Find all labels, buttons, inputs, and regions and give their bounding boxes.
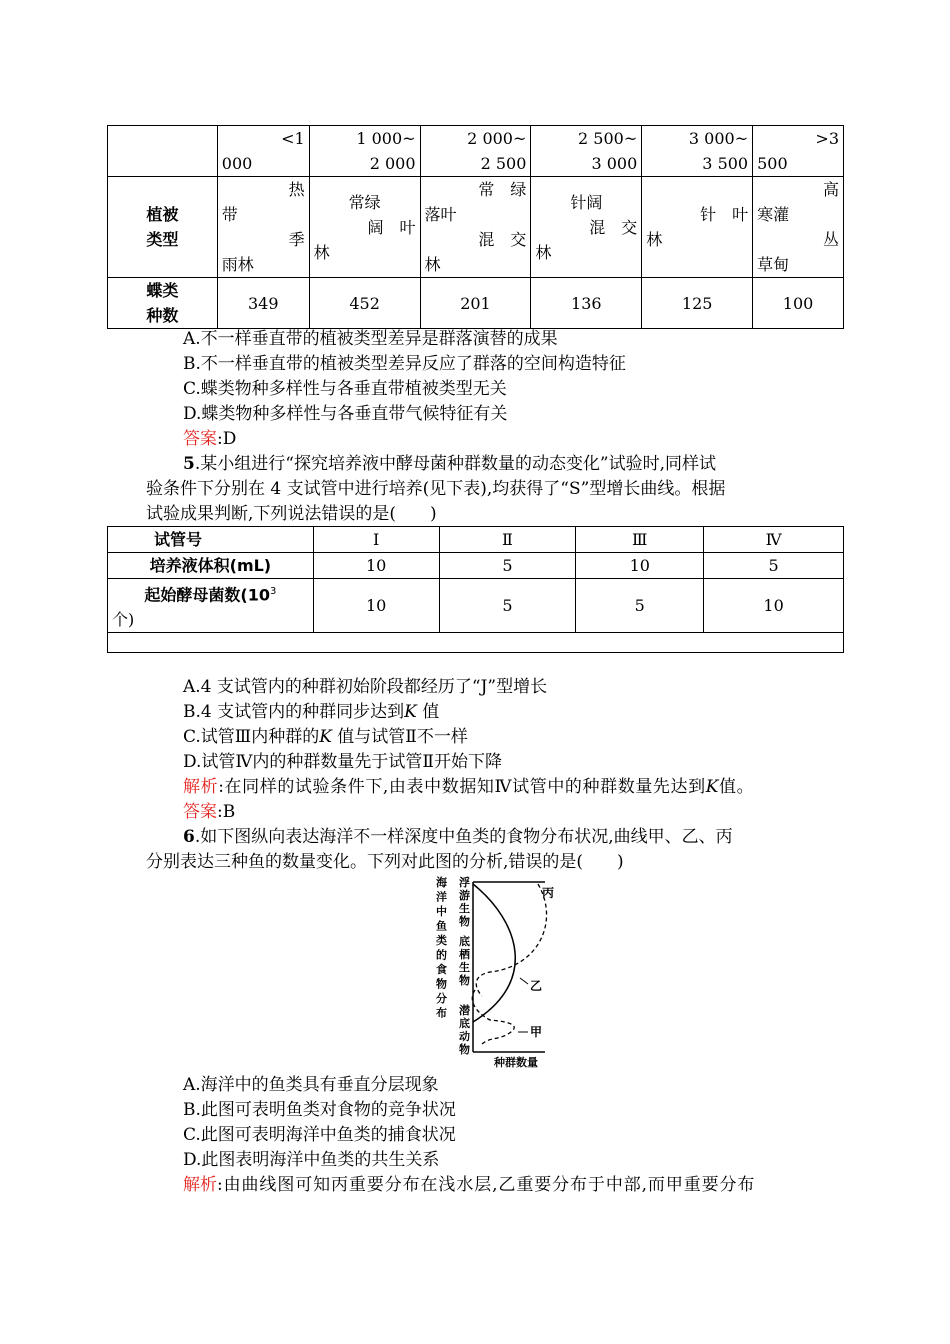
q4-option-b: B.不一样垂直带的植被类型差异反应了群落的空间构造特征 [183, 354, 626, 374]
volume-row [108, 553, 844, 579]
header-tube-3: Ⅲ [576, 527, 704, 553]
altitude-cell: 2 500~ 3 000 [531, 126, 642, 177]
species-cell: 201 [420, 278, 531, 329]
curve-yi [473, 884, 515, 1022]
vegetation-row [108, 177, 844, 278]
q5-analysis: 解析:在同样的试验条件下,由表中数据知Ⅳ试管中的种群数量先达到K值。 [183, 777, 755, 797]
altitude-row [108, 126, 844, 177]
vegetation-header: 植被 类型 [108, 177, 218, 278]
volume-cell: 5 [704, 553, 844, 579]
zone-label-benthic: 底栖生物 [459, 935, 470, 987]
q4-option-d: D.蝶类物种多样性与各垂直带气候特征有关 [183, 404, 508, 424]
altitude-cell: 1 000~ 2 000 [309, 126, 420, 177]
fish-distribution-figure [420, 872, 570, 1072]
species-row [108, 278, 844, 329]
vegetation-cell: 热 带 季 雨林 [217, 177, 309, 278]
yeast-table [107, 526, 844, 653]
label-yi: 乙 [530, 979, 543, 993]
header-tube-4: Ⅳ [704, 527, 844, 553]
species-cell: 349 [217, 278, 309, 329]
altitude-cell: 3 000~ 3 500 [642, 126, 753, 177]
initial-count-cell: 5 [439, 579, 576, 633]
q4-answer: 答案:D [183, 429, 237, 449]
q5-stem-line3: 试验成果判断,下列说法错误的是( ) [146, 504, 437, 524]
species-cell: 125 [642, 278, 753, 329]
q6-option-c: C.此图可表明海洋中鱼类的捕食状况 [183, 1125, 456, 1145]
zone-label-burrowing: 潜底动物 [459, 1004, 470, 1056]
species-header: 蝶类 种数 [108, 278, 218, 329]
q6-stem-line1: 6.如下图纵向表达海洋不一样深度中鱼类的食物分布状况,曲线甲、乙、丙 [183, 827, 733, 847]
q6-option-a: A.海洋中的鱼类具有垂直分层现象 [183, 1075, 439, 1095]
q5-option-d: D.试管Ⅳ内的种群数量先于试管Ⅱ开始下降 [183, 752, 502, 772]
species-cell: 452 [309, 278, 420, 329]
q4-option-a: A.不一样垂直带的植被类型差异是群落演替的成果 [183, 329, 558, 349]
empty-row [108, 633, 844, 653]
altitude-cell: <1 000 [217, 126, 309, 177]
answer-label: 答案 [183, 429, 217, 449]
altitude-cell: 2 000~ 2 500 [420, 126, 531, 177]
species-cell: 136 [531, 278, 642, 329]
volume-label: 培养液体积(mL) [108, 553, 314, 579]
q6-option-d: D.此图表明海洋中鱼类的共生关系 [183, 1150, 440, 1170]
initial-count-label: 起始酵母菌数($10^3$ 个) [108, 579, 314, 633]
q5-answer: 答案:B [183, 802, 236, 822]
vegetation-cell: 针 叶 林 [642, 177, 753, 278]
zone-label-plankton: 浮游生物 [459, 876, 470, 928]
vegetation-cell: 常绿 阔 叶 林 [309, 177, 420, 278]
volume-cell: 5 [439, 553, 576, 579]
q5-stem-line1: 5.某小组进行“探究培养液中酵母菌种群数量的动态变化”试验时,同样试 [183, 454, 717, 474]
q5-option-b: B.4 支试管内的种群同步达到K 值 [183, 702, 440, 722]
vegetation-table [107, 125, 844, 329]
species-cell: 100 [753, 278, 844, 329]
y-axis-title: 海洋中鱼类的食物分布 [436, 876, 447, 1020]
header-tube-2: Ⅱ [439, 527, 576, 553]
vegetation-cell: 常 绿 落叶 混 交 林 [420, 177, 531, 278]
initial-count-row [108, 579, 844, 633]
corner-cell [108, 126, 218, 177]
empty-cell [108, 633, 844, 653]
label-bing: 丙 [542, 886, 555, 900]
q5-option-c: C.试管Ⅲ内种群的K 值与试管Ⅱ不一样 [183, 727, 468, 747]
q6-stem-line2: 分别表达三种鱼的数量变化。下列对此图的分析,错误的是( ) [146, 852, 624, 872]
header-tube-no: 试管号 [108, 527, 314, 553]
q6-analysis: 解析:由曲线图可知丙重要分布在浅水层,乙重要分布于中部,而甲重要分布 [183, 1175, 756, 1195]
volume-cell: 10 [576, 553, 704, 579]
yeast-header-row [108, 527, 844, 553]
initial-count-cell: 10 [704, 579, 844, 633]
x-axis-title: 种群数量 [494, 1056, 538, 1069]
label-jia: 甲 [530, 1025, 543, 1039]
initial-count-cell: 10 [313, 579, 439, 633]
volume-cell: 10 [313, 553, 439, 579]
q5-stem-line2: 验条件下分别在 4 支试管中进行培养(见下表),均获得了“S”型增长曲线。根据 [146, 479, 726, 499]
q4-option-c: C.蝶类物种多样性与各垂直带植被类型无关 [183, 379, 507, 399]
initial-count-cell: 5 [576, 579, 704, 633]
curve-jia [472, 990, 514, 1044]
q5-option-a: A.4 支试管内的种群初始阶段都经历了“J”型增长 [183, 677, 548, 697]
vegetation-cell: 高 寒灌 丛 草甸 [753, 177, 844, 278]
altitude-cell: >3 500 [753, 126, 844, 177]
leader-line-yi [520, 978, 528, 984]
vegetation-cell: 针阔 混 交 林 [531, 177, 642, 278]
q6-option-b: B.此图可表明鱼类对食物的竞争状况 [183, 1100, 456, 1120]
header-tube-1: Ⅰ [313, 527, 439, 553]
